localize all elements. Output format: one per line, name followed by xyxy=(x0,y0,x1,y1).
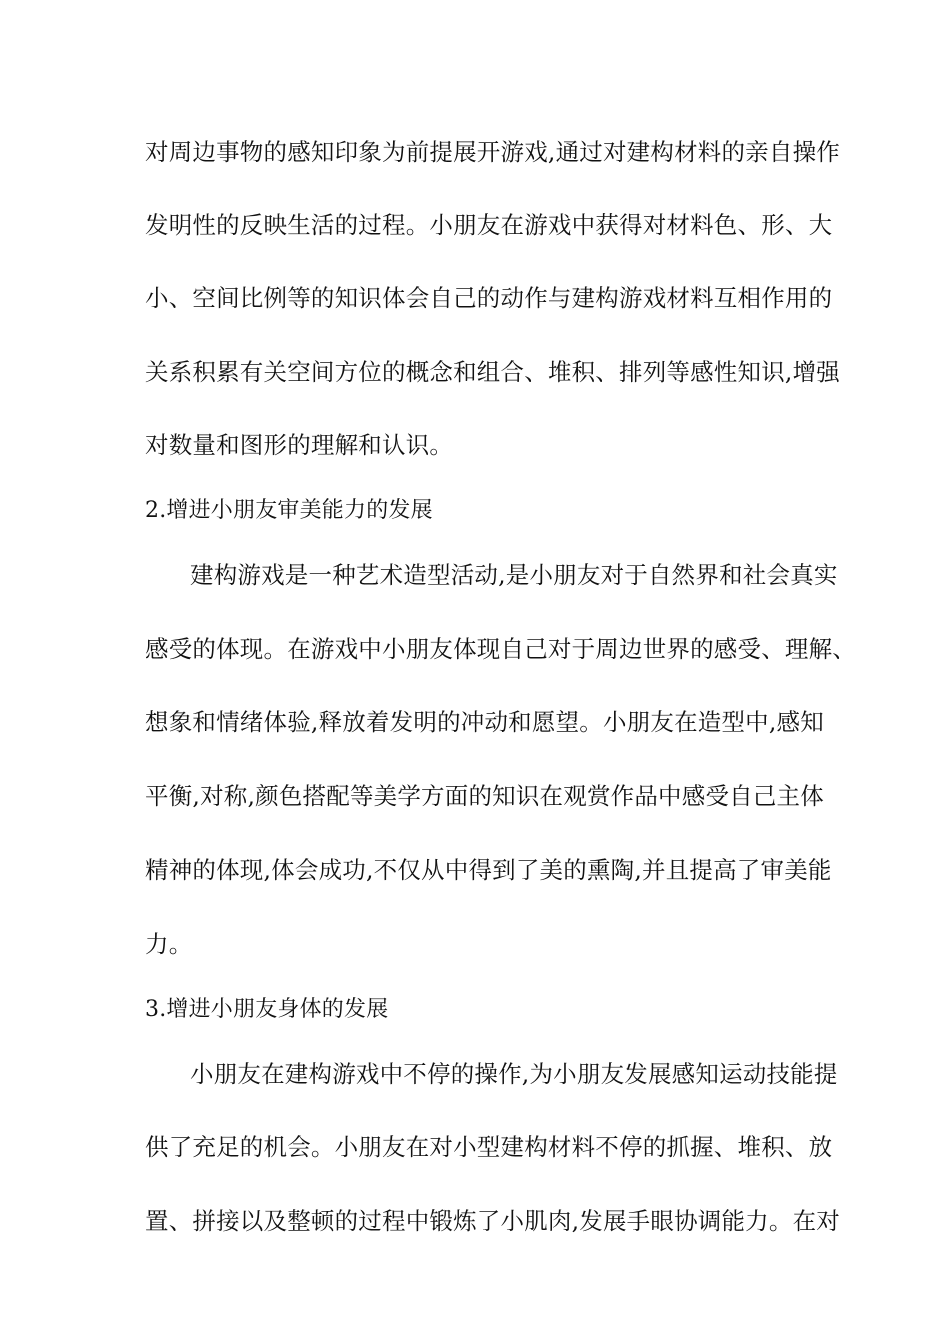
paragraph-line: 感受的体现。在游戏中小朋友体现自己对于周边世界的感受、理解、 xyxy=(145,635,856,663)
paragraph-line: 建构游戏是一种艺术造型活动,是小朋友对于自然界和社会真实 xyxy=(190,561,838,589)
paragraph-line: 关系积累有关空间方位的概念和组合、堆积、排列等感性知识,增强 xyxy=(145,358,840,386)
paragraph-line: 发明性的反映生活的过程。小朋友在游戏中获得对材料色、形、大 xyxy=(145,211,833,239)
paragraph-line: 对周边事物的感知印象为前提展开游戏,通过对建构材料的亲自操作 xyxy=(145,138,840,166)
section-heading-3: 3.增进小朋友身体的发展 xyxy=(145,997,389,1022)
paragraph-line: 小朋友在建构游戏中不停的操作,为小朋友发展感知运动技能提 xyxy=(190,1060,838,1088)
paragraph-line: 置、拼接以及整顿的过程中锻炼了小肌肉,发展手眼协调能力。在对 xyxy=(145,1207,840,1235)
paragraph-line: 小、空间比例等的知识体会自己的动作与建构游戏材料互相作用的 xyxy=(145,284,833,312)
paragraph-line: 想象和情绪体验,释放着发明的冲动和愿望。小朋友在造型中,感知 xyxy=(145,708,824,736)
paragraph-line: 力。 xyxy=(145,930,193,958)
paragraph-line: 平衡,对称,颜色搭配等美学方面的知识在观赏作品中感受自己主体 xyxy=(145,782,824,810)
paragraph-line: 对数量和图形的理解和认识。 xyxy=(145,431,454,459)
paragraph-line: 供了充足的机会。小朋友在对小型建构材料不停的抓握、堆积、放 xyxy=(145,1133,833,1161)
paragraph-line: 精神的体现,体会成功,不仅从中得到了美的熏陶,并且提高了审美能 xyxy=(145,856,832,884)
section-heading-2: 2.增进小朋友审美能力的发展 xyxy=(145,498,433,523)
